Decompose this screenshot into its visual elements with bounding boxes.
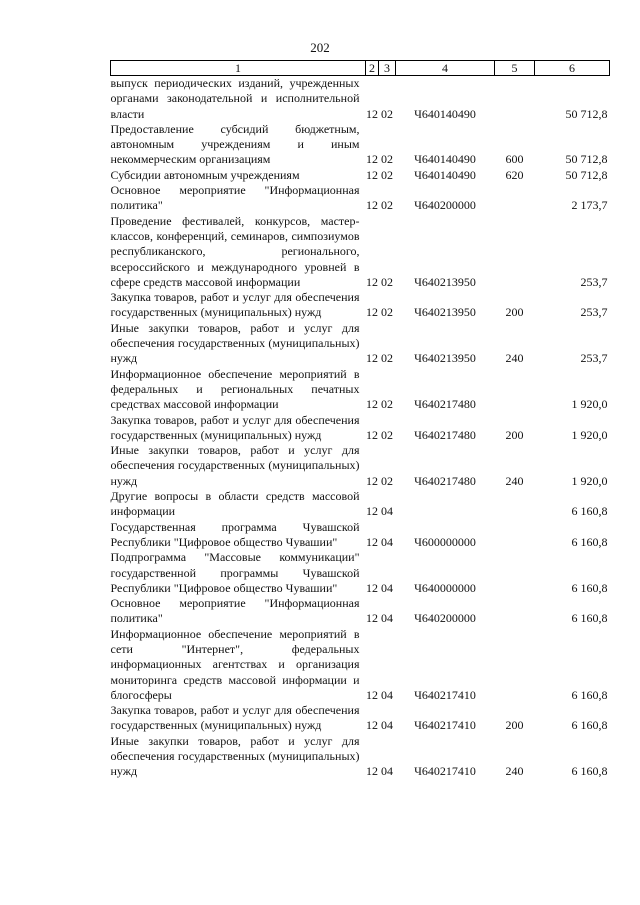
row-section: 12 [366,305,378,320]
budget-table [110,60,610,780]
row-expense-type [495,76,535,122]
row-expense-type [495,520,535,551]
row-name: Информационное обеспечение мероприятий в сети "Интернет", федеральных информационных агентствах и организация мониторинга средств массовой информации и блогосферы [110,626,360,702]
row-target-article: Ч640217410 [414,764,476,779]
row-subsection: 04 [381,718,393,733]
row-target-article: Ч640217480 [414,427,476,442]
header-col-1: 1 [111,61,366,76]
header-col-4: 4 [396,61,495,76]
row-subsection: 02 [381,152,393,167]
row-expense-type: 240 [505,473,524,488]
row-section: 12 [366,274,378,289]
row-amount: 6 160,8 [571,534,608,549]
row-subsection: 02 [381,106,393,121]
row-section: 12 [366,473,378,488]
row-name: Закупка товаров, работ и услуг для обеспечения государственных (муниципальных) нужд [110,412,360,442]
table-row [111,596,610,627]
row-target-article: Ч640217480 [414,397,476,412]
row-name: Предоставление субсидий бюджетным, автономным учреждениям и иным некоммерческим организациям [110,121,360,167]
table-row [111,76,610,122]
row-section: 12 [366,397,378,412]
table-row [111,168,610,183]
row-name: Информационное обеспечение мероприятий в федеральных и региональных печатных средствах массовой информации [110,366,360,412]
table-row [111,734,610,780]
row-subsection: 02 [381,198,393,213]
table-row [111,489,610,520]
row-section: 12 [366,152,378,167]
row-amount: 50 712,8 [565,106,608,121]
row-target-article: Ч640200000 [414,611,476,626]
row-expense-type: 600 [505,152,524,167]
row-target-article: Ч640213950 [414,305,476,320]
row-target-article: Ч600000000 [414,534,476,549]
row-section: 12 [366,167,378,182]
row-subsection: 02 [381,397,393,412]
table-row [111,367,610,413]
row-section: 12 [366,534,378,549]
row-expense-type: 200 [505,427,524,442]
row-expense-type: 620 [505,167,524,182]
row-expense-type [495,183,535,214]
row-expense-type: 200 [505,718,524,733]
row-amount: 253,7 [580,305,608,320]
row-name: Проведение фестивалей, конкурсов, мастер-классов, конференций, семинаров, симпозиумов республиканского, регионального, всероссийского и международного уровней в сфере средств массовой информации [110,213,360,289]
row-target-article: Ч640217410 [414,718,476,733]
row-amount: 6 160,8 [571,764,608,779]
row-section: 12 [366,611,378,626]
row-expense-type [495,550,535,596]
row-amount: 50 712,8 [565,167,608,182]
header-col-5: 5 [495,61,535,76]
row-section: 12 [366,580,378,595]
row-name: Закупка товаров, работ и услуг для обеспечения государственных (муниципальных) нужд [110,703,360,733]
table-row [111,214,610,290]
row-target-article: Ч640213950 [414,351,476,366]
row-subsection: 02 [381,274,393,289]
header-col-2: 2 [366,61,379,76]
row-section: 12 [366,718,378,733]
row-amount: 253,7 [580,351,608,366]
table-row [111,321,610,367]
page-number: 202 [310,40,330,55]
row-name: Основное мероприятие "Информационная политика" [110,596,360,626]
row-target-article: Ч640200000 [414,198,476,213]
row-amount: 1 920,0 [571,397,608,412]
row-expense-type [495,214,535,290]
row-amount: 6 160,8 [571,611,608,626]
row-name: выпуск периодических изданий, учрежденных органами законодательной и исполнительной власти [110,76,360,121]
row-target-article: Ч640140490 [414,167,476,182]
row-amount: 6 160,8 [571,687,608,702]
header-col-3: 3 [379,61,396,76]
row-subsection: 02 [381,473,393,488]
row-target-article: Ч640140490 [414,106,476,121]
table-row [111,413,610,444]
row-section: 12 [366,764,378,779]
table-header [111,61,610,76]
table-row [111,627,610,703]
row-subsection: 02 [381,427,393,442]
row-name: Подпрограмма "Массовые коммуникации" государственной программы Чувашской Республики "Цифровое общество Чувашии" [110,550,360,595]
row-target-article: Ч640140490 [414,152,476,167]
row-expense-type: 200 [505,305,524,320]
table-row [111,520,610,551]
row-subsection: 04 [381,580,393,595]
table-row [111,122,610,168]
row-section: 12 [366,351,378,366]
table-row [111,183,610,214]
row-expense-type: 240 [505,764,524,779]
row-subsection: 02 [381,167,393,182]
row-subsection: 02 [381,351,393,366]
row-section: 12 [366,198,378,213]
row-section: 12 [366,106,378,121]
row-amount: 2 173,7 [571,198,608,213]
row-subsection: 04 [381,504,393,519]
row-expense-type [495,596,535,627]
row-target-article: Ч640213950 [414,274,476,289]
row-amount: 1 920,0 [571,427,608,442]
row-section: 12 [366,687,378,702]
row-name: Другие вопросы в области средств массовой информации [110,489,360,519]
row-subsection: 04 [381,611,393,626]
row-name: Иные закупки товаров, работ и услуг для обеспечения государственных (муниципальных) нужд [110,320,360,366]
row-target-article [396,489,495,520]
table-row [111,550,610,596]
row-name: Субсидии автономным учреждениям [110,167,300,182]
row-amount: 6 160,8 [571,504,608,519]
row-section: 12 [366,427,378,442]
table-row [111,703,610,734]
row-amount: 253,7 [580,274,608,289]
table-body [111,76,610,780]
row-amount: 6 160,8 [571,580,608,595]
header-col-6: 6 [535,61,610,76]
row-subsection: 02 [381,305,393,320]
row-amount: 1 920,0 [571,473,608,488]
row-expense-type [495,367,535,413]
row-subsection: 04 [381,534,393,549]
row-expense-type [495,489,535,520]
row-subsection: 04 [381,764,393,779]
row-target-article: Ч640217480 [414,473,476,488]
table-row [111,290,610,321]
row-section: 12 [366,504,378,519]
row-name: Закупка товаров, работ и услуг для обеспечения государственных (муниципальных) нужд [110,290,360,320]
row-subsection: 04 [381,687,393,702]
row-expense-type [495,627,535,703]
row-name: Иные закупки товаров, работ и услуг для обеспечения государственных (муниципальных) нужд [110,733,360,779]
row-name: Иные закупки товаров, работ и услуг для обеспечения государственных (муниципальных) нужд [110,443,360,488]
table-row [111,443,610,489]
row-target-article: Ч640000000 [414,580,476,595]
row-amount: 50 712,8 [565,152,608,167]
row-name: Основное мероприятие "Информационная политика" [110,183,360,213]
row-name: Государственная программа Чувашской Республики "Цифровое общество Чувашии" [110,519,360,549]
row-expense-type: 240 [505,351,524,366]
row-amount: 6 160,8 [571,718,608,733]
row-target-article: Ч640217410 [414,687,476,702]
